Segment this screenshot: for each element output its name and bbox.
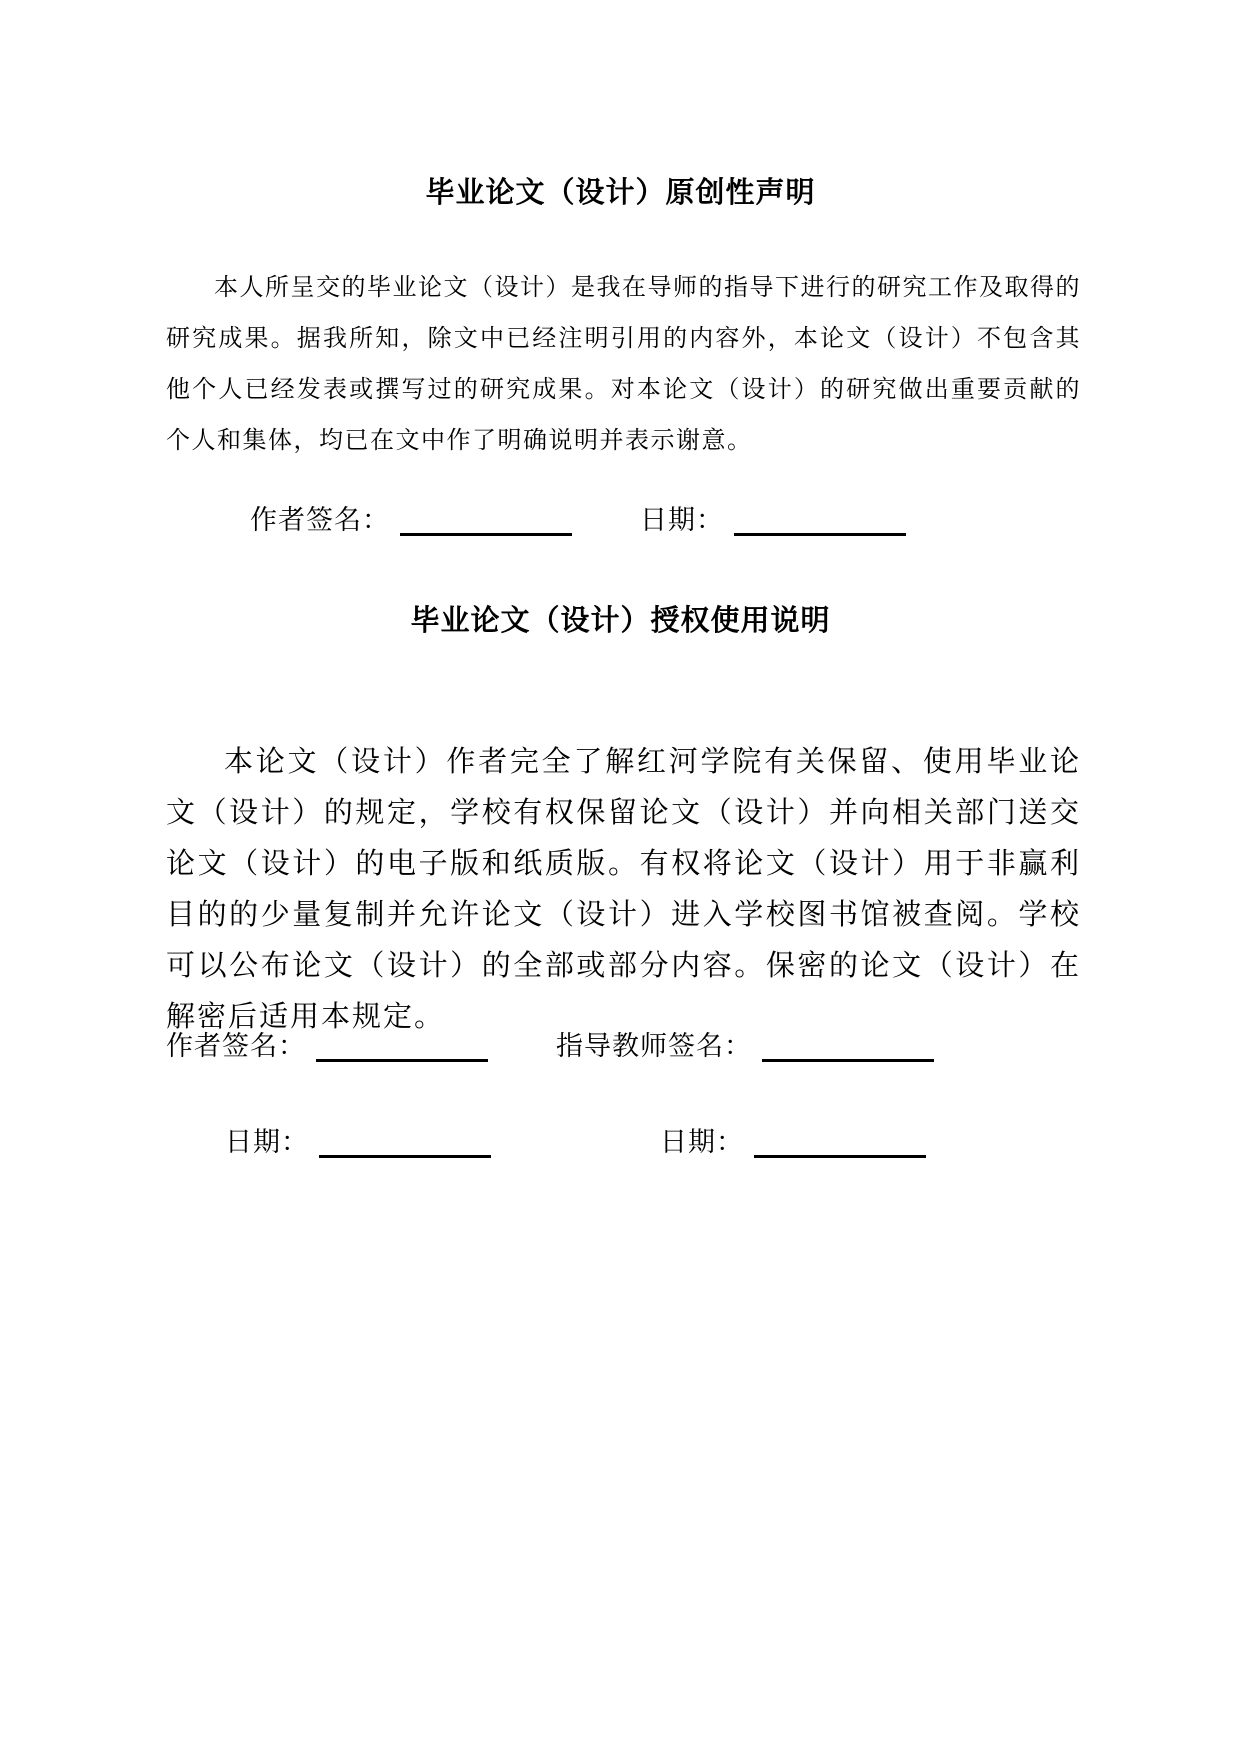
advisor-signature xyxy=(556,1030,934,1064)
authorization-body: 本论文（设计）作者完全了解红河学院有关保留、使用毕业论文（设计）的规定，学校有权保留论文（设计）并向相关部门送交论文（设计）的电子版和纸质版。有权将论文（设计）用于非赢利目的的少量复制并允许论文（设计）进入学校图书馆被查阅。学校可以公布论文（设计）的全部或部分内容。保密的论文（设计）在解密后适用本规定。 xyxy=(166,744,1081,1033)
author-signature-label: 作者签名： xyxy=(250,505,390,536)
author-date-label: 日期： xyxy=(225,1127,309,1158)
author-signature-line[interactable] xyxy=(316,1059,488,1062)
date-label: 日期： xyxy=(640,505,724,536)
advisor-signature-line[interactable] xyxy=(762,1059,934,1062)
declaration-author-signature xyxy=(250,504,572,538)
author-signature-label: 作者签名： xyxy=(166,1031,306,1062)
advisor-date-label: 日期： xyxy=(660,1127,744,1158)
declaration-title: 毕业论文（设计）原创性声明 xyxy=(425,175,816,209)
authorization-title: 毕业论文（设计）授权使用说明 xyxy=(410,603,831,637)
advisor-date-line[interactable] xyxy=(754,1155,926,1158)
author-signature-line[interactable] xyxy=(400,533,572,536)
advisor-signature-label: 指导教师签名： xyxy=(556,1031,752,1062)
author-date-line[interactable] xyxy=(319,1155,491,1158)
authorization-author-date xyxy=(225,1126,491,1160)
advisor-date xyxy=(660,1126,926,1160)
date-line[interactable] xyxy=(734,533,906,536)
declaration-body: 本人所呈交的毕业论文（设计）是我在导师的指导下进行的研究工作及取得的研究成果。据我所知，除文中已经注明引用的内容外，本论文（设计）不包含其他个人已经发表或撰写过的研究成果。对本论文（设计）的研究做出重要贡献的个人和集体，均已在文中作了明确说明并表示谢意。 xyxy=(166,273,1081,454)
declaration-date xyxy=(640,504,906,538)
authorization-author-signature xyxy=(166,1030,488,1064)
